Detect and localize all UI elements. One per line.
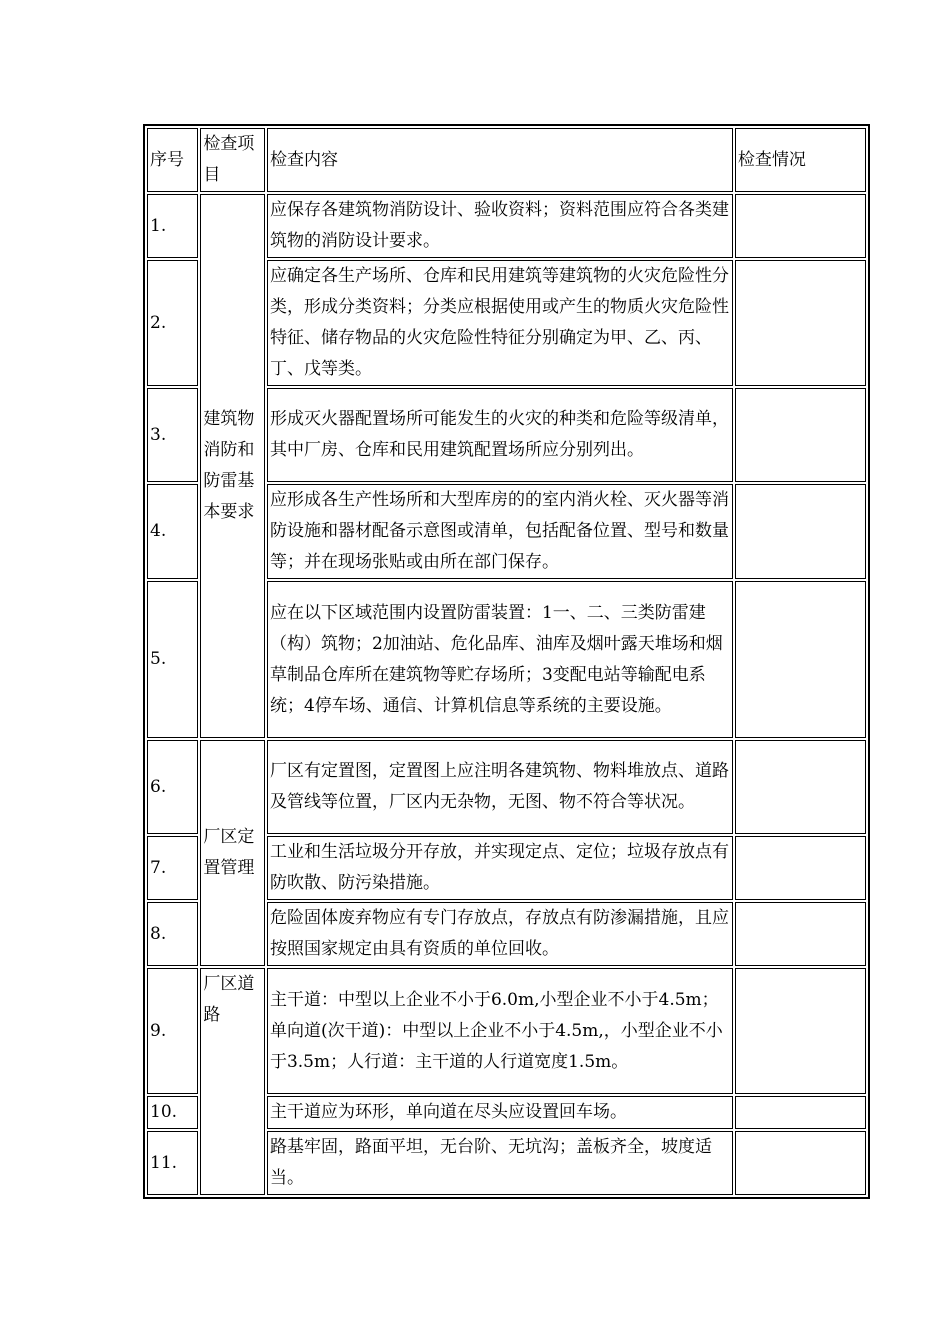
row-status[interactable] xyxy=(735,968,866,1094)
row-seq: 1. xyxy=(147,194,198,258)
row-seq: 3. xyxy=(147,388,198,482)
row-status[interactable] xyxy=(735,902,866,966)
row-status[interactable] xyxy=(735,581,866,738)
row-content: 主干道应为环形，单向道在尽头应设置回车场。 xyxy=(267,1096,733,1129)
row-seq: 2. xyxy=(147,260,198,386)
row-content: 路基牢固，路面平坦，无台阶、无坑沟；盖板齐全，坡度适当。 xyxy=(267,1131,733,1195)
row-seq: 6. xyxy=(147,740,198,834)
row-content: 厂区有定置图，定置图上应注明各建筑物、物料堆放点、道路及管线等位置，厂区内无杂物，无图、物不符合等状况。 xyxy=(267,740,733,834)
row-status[interactable] xyxy=(735,836,866,900)
table-header-row xyxy=(147,128,866,192)
row-content: 应在以下区域范围内设置防雷装置：1一、二、三类防雷建（构）筑物；2加油站、危化品库、油库及烟叶露天堆场和烟草制品仓库所在建筑物等贮存场所；3变配电站等输配电系统；4停车场、通信、计算机信息等系统的主要设施。 xyxy=(267,581,733,738)
row-seq: 5. xyxy=(147,581,198,738)
row-content: 应形成各生产性场所和大型库房的的室内消火栓、灭火器等消防设施和器材配备示意图或清单，包括配备位置、型号和数量等；并在现场张贴或由所在部门保存。 xyxy=(267,484,733,579)
category-road: 厂区道路 xyxy=(200,968,265,1195)
row-status[interactable] xyxy=(735,1131,866,1195)
row-seq: 8. xyxy=(147,902,198,966)
row-content: 主干道：中型以上企业不小于6.0m,小型企业不小于4.5m；单向道(次干道)：中型以上企业不小于4.5m,，小型企业不小于3.5m；人行道：主干道的人行道宽度1.5m。 xyxy=(267,968,733,1094)
row-status[interactable] xyxy=(735,740,866,834)
row-content: 应保存各建筑物消防设计、验收资料；资料范围应符合各类建筑物的消防设计要求。 xyxy=(267,194,733,258)
row-status[interactable] xyxy=(735,1096,866,1129)
category-layout: 厂区定置管理 xyxy=(200,740,265,966)
row-content: 形成灭火器配置场所可能发生的火灾的种类和危险等级清单，其中厂房、仓库和民用建筑配置场所应分别列出。 xyxy=(267,388,733,482)
row-status[interactable] xyxy=(735,388,866,482)
row-seq: 4. xyxy=(147,484,198,579)
header-content: 检查内容 xyxy=(267,128,733,192)
category-building: 建筑物消防和防雷基本要求 xyxy=(200,194,265,738)
header-seq: 序号 xyxy=(147,128,198,192)
row-content: 应确定各生产场所、仓库和民用建筑等建筑物的火灾危险性分类，形成分类资料；分类应根据使用或产生的物质火灾危险性特征、储存物品的火灾危险性特征分别确定为甲、乙、丙、丁、戊等类。 xyxy=(267,260,733,386)
table-row xyxy=(147,194,866,258)
table-row xyxy=(147,740,866,834)
row-seq: 7. xyxy=(147,836,198,900)
inspection-sheet xyxy=(143,124,870,1199)
row-content: 工业和生活垃圾分开存放，并实现定点、定位；垃圾存放点有防吹散、防污染措施。 xyxy=(267,836,733,900)
row-seq: 9. xyxy=(147,968,198,1094)
header-item: 检查项目 xyxy=(200,128,265,192)
row-content: 危险固体废弃物应有专门存放点，存放点有防渗漏措施，且应按照国家规定由具有资质的单位回收。 xyxy=(267,902,733,966)
row-status[interactable] xyxy=(735,260,866,386)
row-status[interactable] xyxy=(735,194,866,258)
table-row xyxy=(147,968,866,1094)
row-seq: 11. xyxy=(147,1131,198,1195)
inspection-table xyxy=(143,124,870,1199)
header-status: 检查情况 xyxy=(735,128,866,192)
row-seq: 10. xyxy=(147,1096,198,1129)
row-status[interactable] xyxy=(735,484,866,579)
